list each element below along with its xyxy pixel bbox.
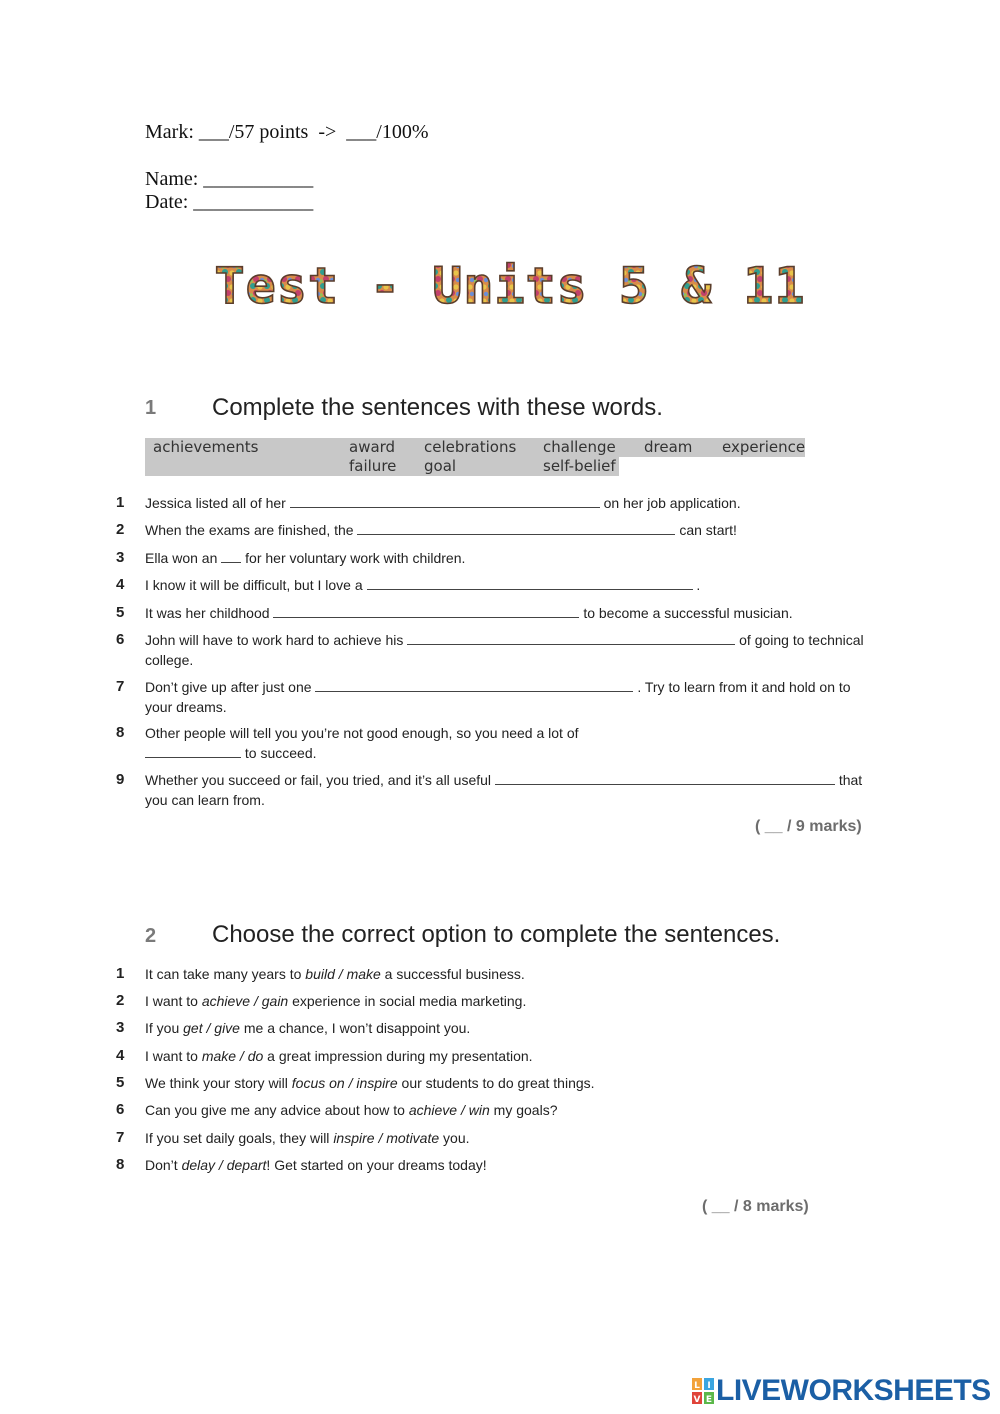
option-b[interactable]: do <box>247 1048 264 1064</box>
section2-marks: ( __ / 8 marks) <box>702 1198 809 1215</box>
question-2-8 <box>145 1156 875 1176</box>
question-text: our students to do great things. <box>397 1075 595 1091</box>
question-text: to succeed. <box>244 744 317 761</box>
option-b[interactable]: make <box>346 966 381 982</box>
word-bank-item: goal <box>424 457 457 475</box>
word-bank-item: dream <box>644 438 693 456</box>
section1-marks: ( __ / 9 marks) <box>755 818 862 835</box>
question-number: 6 <box>116 631 125 648</box>
question-2-6 <box>145 1101 875 1121</box>
answer-blank[interactable] <box>145 744 241 758</box>
question-text: . Try to learn from it and hold on to your dreams. <box>145 679 851 715</box>
svg-text:I: I <box>707 1381 711 1391</box>
question-1-6 <box>145 631 875 670</box>
option-separator: / <box>344 1075 357 1091</box>
date-line: Date: ____________ <box>145 191 314 213</box>
option-a[interactable]: achieve <box>408 1102 458 1118</box>
option-separator: / <box>374 1130 387 1146</box>
word-bank-item: achievements <box>153 438 259 456</box>
section1-number: 1 <box>145 397 157 419</box>
option-b[interactable]: depart <box>226 1157 267 1173</box>
question-number: 7 <box>116 678 125 695</box>
word-bank-item: challenge <box>543 438 616 456</box>
option-b[interactable]: give <box>214 1020 240 1036</box>
section2-number: 2 <box>145 925 157 947</box>
svg-text:E: E <box>705 1395 713 1405</box>
question-number: 2 <box>116 521 125 538</box>
question-number: 5 <box>116 604 125 621</box>
name-line: Name: ___________ <box>145 168 314 190</box>
option-b[interactable]: motivate <box>386 1130 440 1146</box>
question-1-4 <box>145 576 875 596</box>
question-text: my goals? <box>489 1102 558 1118</box>
option-a[interactable]: focus on <box>291 1075 345 1091</box>
question-1-1 <box>145 494 875 514</box>
question-2-2 <box>145 992 875 1012</box>
question-text: Jessica listed all of her <box>145 495 286 511</box>
question-1-3 <box>145 549 875 569</box>
answer-blank[interactable] <box>407 631 735 645</box>
question-number: 5 <box>116 1074 125 1091</box>
question-text: to become a successful musician. <box>583 605 793 621</box>
question-text: When the exams are finished, the <box>145 522 354 538</box>
option-a[interactable]: achieve <box>201 993 251 1009</box>
question-text: experience in social media marketing. <box>288 993 527 1009</box>
question-number: 1 <box>116 494 125 511</box>
question-2-7 <box>145 1129 875 1149</box>
option-separator: / <box>236 1048 248 1064</box>
word-bank-item: experience <box>722 438 806 456</box>
question-1-7 <box>145 678 880 717</box>
question-text: I want to <box>145 1048 202 1064</box>
mark-line: Mark: ___/57 points -> ___/100% <box>145 121 429 143</box>
question-text: It was her childhood <box>145 605 270 621</box>
question-text: If you <box>145 1020 184 1036</box>
option-separator: / <box>334 966 347 982</box>
question-number: 3 <box>116 549 125 566</box>
section1-heading: Complete the sentences with these words. <box>212 394 663 421</box>
question-text: you. <box>439 1130 470 1146</box>
question-text: ! Get started on your dreams today! <box>266 1157 487 1173</box>
question-text: for her voluntary work with children. <box>245 550 466 566</box>
question-text: of going to technical college. <box>145 632 864 668</box>
title-artwork <box>214 255 806 317</box>
question-number: 3 <box>116 1019 125 1036</box>
question-text: It can take many years to <box>145 966 306 982</box>
question-text: I know it will be difficult, but I love a <box>145 577 363 593</box>
question-text: Don’t give up after just one <box>145 679 312 695</box>
question-text: Whether you succeed or fail, you tried, and it’s all useful <box>145 772 492 788</box>
option-a[interactable]: build <box>305 966 335 982</box>
option-a[interactable]: delay <box>181 1157 216 1173</box>
question-text: me a chance, I won’t disappoint you. <box>239 1020 471 1036</box>
question-text: . <box>696 577 701 593</box>
liveworksheets-logo-text: LIVEWORKSHEETS <box>716 1374 991 1407</box>
word-bank-item: celebrations <box>424 438 517 456</box>
question-1-5 <box>145 604 875 624</box>
question-number: 9 <box>116 771 125 788</box>
answer-blank[interactable] <box>367 576 693 590</box>
question-text: Ella won an <box>145 550 218 566</box>
option-a[interactable]: inspire <box>333 1130 375 1146</box>
question-text: Can you give me any advice about how to <box>145 1102 409 1118</box>
question-2-4 <box>145 1047 875 1067</box>
question-number: 1 <box>116 965 125 982</box>
answer-blank[interactable] <box>221 549 241 563</box>
question-text: We think your story will <box>145 1075 292 1091</box>
option-a[interactable]: get <box>183 1020 203 1036</box>
section2-heading: Choose the correct option to complete the sentences. <box>212 921 781 948</box>
word-bank <box>145 438 805 476</box>
question-1-9 <box>145 771 875 810</box>
question-text: Don’t <box>145 1157 182 1173</box>
answer-blank[interactable] <box>315 678 633 692</box>
answer-blank[interactable] <box>290 494 600 508</box>
question-number: 2 <box>116 992 125 1009</box>
question-number: 4 <box>116 1047 125 1064</box>
answer-blank[interactable] <box>357 521 675 535</box>
option-a[interactable]: make <box>201 1048 237 1064</box>
word-bank-item: failure <box>349 457 397 475</box>
question-2-3 <box>145 1019 875 1039</box>
question-text: a great impression during my presentation. <box>263 1048 533 1064</box>
question-number: 8 <box>116 1156 125 1173</box>
option-separator: / <box>250 993 262 1009</box>
question-number: 8 <box>116 724 125 741</box>
question-text: If you set daily goals, they will <box>145 1130 334 1146</box>
liveworksheets-logo-icon <box>692 1378 714 1404</box>
word-bank-item: self-belief <box>543 457 616 475</box>
question-2-1 <box>145 965 875 985</box>
word-bank-item: award <box>349 438 396 456</box>
question-text: that you can learn from. <box>145 772 863 808</box>
question-text: Other people will tell you you’re not good enough, so you need a lot of <box>145 725 579 741</box>
answer-blank[interactable] <box>495 771 835 785</box>
question-text: on her job application. <box>603 495 741 511</box>
question-number: 6 <box>116 1101 125 1118</box>
question-number: 7 <box>116 1129 125 1146</box>
question-1-2 <box>145 521 875 541</box>
option-b[interactable]: inspire <box>356 1075 398 1091</box>
question-text: can start! <box>679 522 737 538</box>
svg-text:V: V <box>693 1395 701 1405</box>
option-b[interactable]: win <box>468 1102 490 1118</box>
option-separator: / <box>202 1020 215 1036</box>
question-text: I want to <box>145 993 202 1009</box>
question-1-8 <box>145 724 590 763</box>
option-b[interactable]: gain <box>261 993 289 1009</box>
answer-blank[interactable] <box>273 604 579 618</box>
question-number: 4 <box>116 576 125 593</box>
title-text: Test - Units 5 & 11 <box>214 257 806 315</box>
worksheet-title <box>214 255 806 317</box>
svg-text:L: L <box>694 1381 700 1391</box>
question-text: a successful business. <box>380 966 525 982</box>
option-separator: / <box>457 1102 469 1118</box>
liveworksheets-logo[interactable] <box>692 1376 991 1406</box>
option-separator: / <box>215 1157 227 1173</box>
question-text: John will have to work hard to achieve his <box>145 632 404 648</box>
question-2-5 <box>145 1074 875 1094</box>
